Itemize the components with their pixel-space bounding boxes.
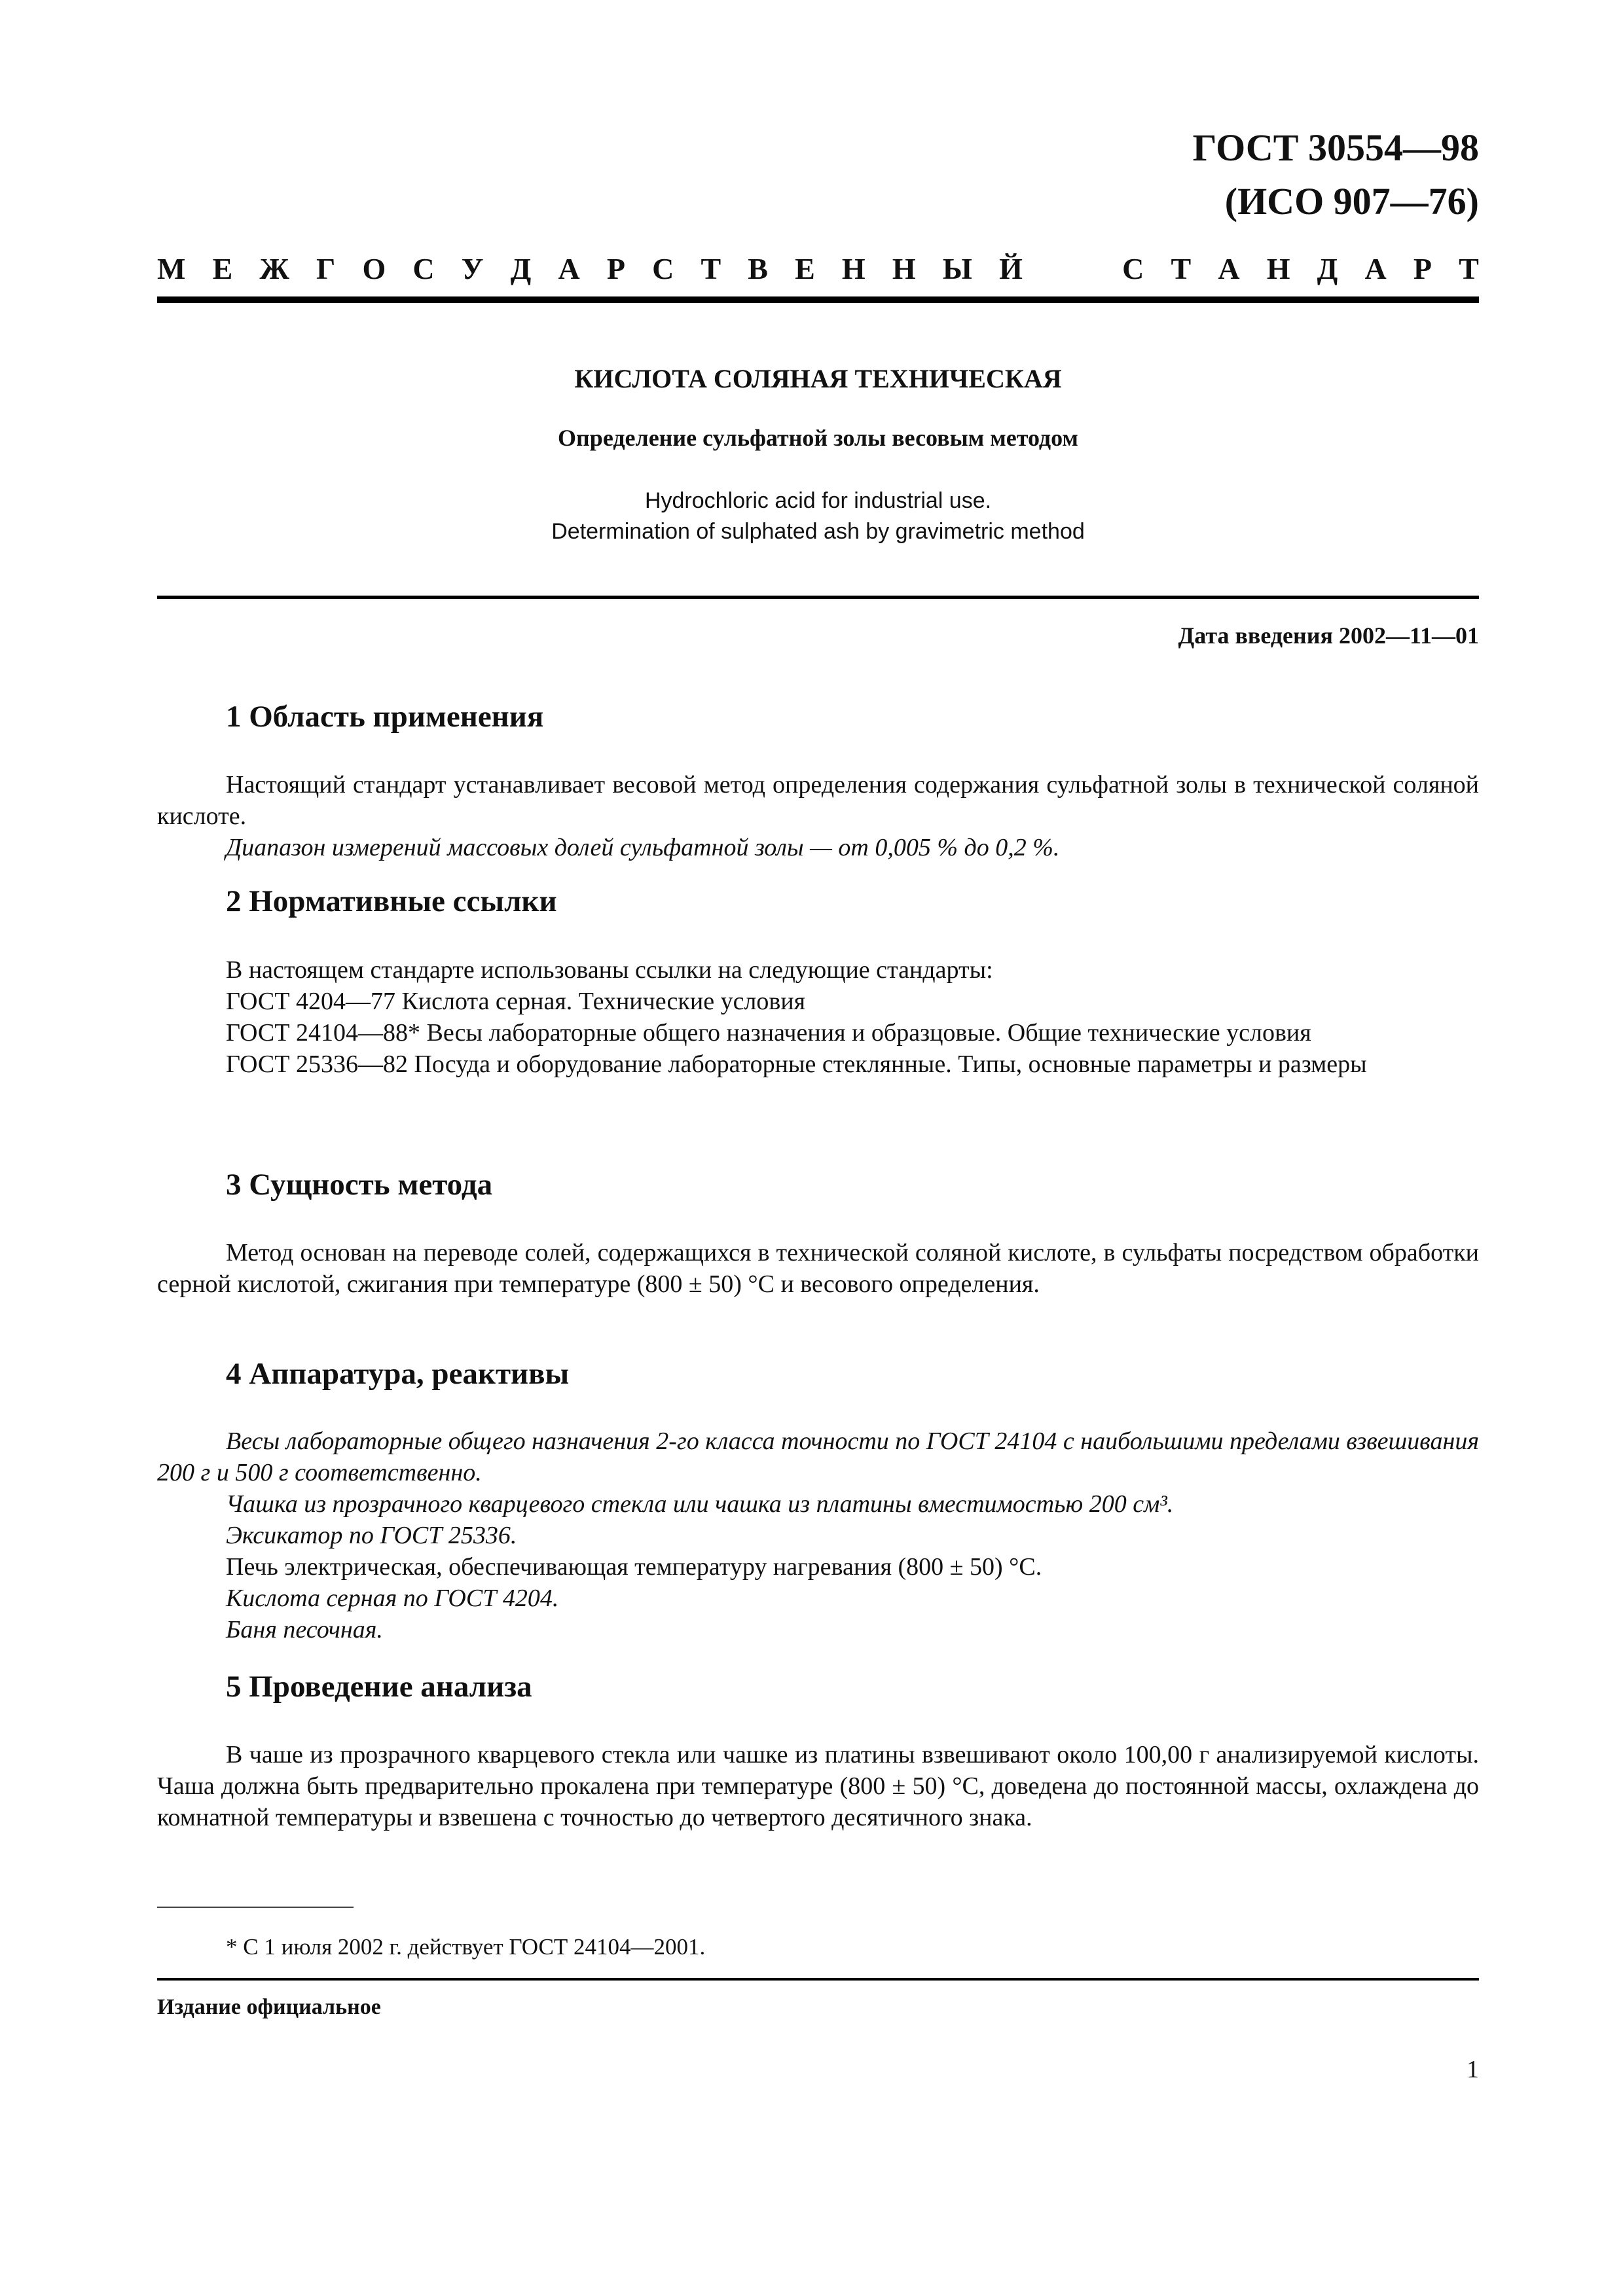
section-1-body <box>157 769 1479 863</box>
banner-letter: Й <box>999 251 1023 285</box>
paragraph: Печь электрическая, обеспечивающая температуру нагревания (800 ± 50) °С. <box>226 1553 1042 1581</box>
section-2-heading: 2 Нормативные ссылки <box>226 884 557 918</box>
iso-number: (ИСО 907—76) <box>1224 180 1479 223</box>
banner-letter: Д <box>510 251 532 285</box>
banner-letter: С <box>652 251 674 285</box>
gost-number: ГОСТ 30554—98 <box>1192 126 1479 169</box>
section-5-body <box>157 1739 1479 1833</box>
section-4-body <box>157 1426 1479 1645</box>
banner-letter: Н <box>1266 251 1290 285</box>
banner-letter: Д <box>1317 251 1338 285</box>
paragraph: Чашка из прозрачного кварцевого стекла или чашка из платины вместимостью 200 см³. <box>226 1490 1174 1518</box>
banner-letter: Г <box>316 251 336 285</box>
banner-letter: А <box>1364 251 1387 285</box>
banner-letter: Т <box>701 251 721 285</box>
footer-rule <box>157 1978 1479 1981</box>
paragraph: Весы лабораторные общего назначения 2-го класса точности по ГОСТ 24104 с наибольшими пределами взвешивания 200 г и 500 г соответственно. <box>157 1427 1479 1486</box>
banner-letter: М <box>157 251 186 285</box>
paragraph: Кислота серная по ГОСТ 4204. <box>226 1585 559 1612</box>
standard-designation <box>1193 121 1479 228</box>
footnote: * С 1 июля 2002 г. действует ГОСТ 24104—2001. <box>226 1934 706 1960</box>
banner-letter: Р <box>1413 251 1432 285</box>
english-title <box>157 486 1479 547</box>
reference-item: ГОСТ 4204—77 Кислота серная. Технические условия <box>226 988 806 1015</box>
introduction-date: Дата введения 2002—11—01 <box>1178 622 1479 649</box>
banner-letter: В <box>748 251 768 285</box>
section-3-body <box>157 1237 1479 1300</box>
reference-item: ГОСТ 25336—82 Посуда и оборудование лабораторные стеклянные. Типы, основные параметры и размеры <box>226 1050 1367 1078</box>
document-title: КИСЛОТА СОЛЯНАЯ ТЕХНИЧЕСКАЯ <box>574 364 1062 393</box>
banner-letter: А <box>1218 251 1240 285</box>
banner-letter: Т <box>1171 251 1192 285</box>
section-4-heading: 4 Аппаратура, реактивы <box>226 1357 570 1391</box>
banner-letter: Е <box>212 251 233 285</box>
banner-letter: Ж <box>259 251 289 285</box>
banner-letter: Н <box>841 251 866 285</box>
banner-letter: Е <box>795 251 815 285</box>
english-title-line: Hydrochloric acid for industrial use. <box>644 488 992 513</box>
paragraph: Баня песочная. <box>226 1616 383 1643</box>
paragraph: В чаше из прозрачного кварцевого стекла или чашке из платины взвешивают около 100,00 г анализируемой кислоты. Чаша должна быть предварительно прокалена при температуре (800 ± 50) °С, доведена до постоянной массы, охлаждена до комнатной температуры и взвешена с точностью до четвертого десятичного знака. <box>157 1741 1479 1831</box>
paragraph: Настоящий стандарт устанавливает весовой метод определения содержания сульфатной золы в технической соляной кислоте. <box>157 771 1479 830</box>
document-subtitle: Определение сульфатной золы весовым методом <box>558 425 1078 451</box>
banner-letter: Т <box>1459 251 1479 285</box>
reference-item: ГОСТ 24104—88* Весы лабораторные общего назначения и образцовые. Общие технические условия <box>226 1019 1311 1047</box>
english-title-line: Determination of sulphated ash by gravimetric method <box>551 519 1085 544</box>
banner-letter: Ы <box>942 251 972 285</box>
paragraph: В настоящем стандарте использованы ссылки на следующие стандарты: <box>226 956 993 984</box>
section-1-heading: 1 Область применения <box>226 700 544 734</box>
interstate-standard-banner <box>157 245 1479 291</box>
banner-letter: Р <box>606 251 625 285</box>
banner-letter: О <box>362 251 386 285</box>
banner-letter: С <box>1122 251 1144 285</box>
paragraph: Диапазон измерений массовых долей сульфатной золы — от 0,005 % до 0,2 %. <box>226 834 1060 861</box>
banner-letter: У <box>461 251 484 285</box>
paragraph: Метод основан на переводе солей, содержащихся в технической соляной кислоте, в сульфаты посредством обработки серной кислотой, сжигания при температуре (800 ± 50) °С и весового определения. <box>157 1239 1479 1298</box>
banner-letter: С <box>412 251 435 285</box>
title-rule <box>157 596 1479 599</box>
official-edition-label: Издание официальное <box>157 1995 381 2019</box>
paragraph: Эксикатор по ГОСТ 25336. <box>226 1522 517 1549</box>
banner-letter: Н <box>892 251 916 285</box>
header-rule <box>157 296 1479 303</box>
section-3-heading: 3 Сущность метода <box>226 1168 493 1202</box>
section-5-heading: 5 Проведение анализа <box>226 1670 532 1704</box>
banner-letter: А <box>558 251 580 285</box>
footnote-separator <box>157 1907 354 1908</box>
page-number: 1 <box>1467 2056 1479 2083</box>
section-2-body <box>157 954 1479 1080</box>
